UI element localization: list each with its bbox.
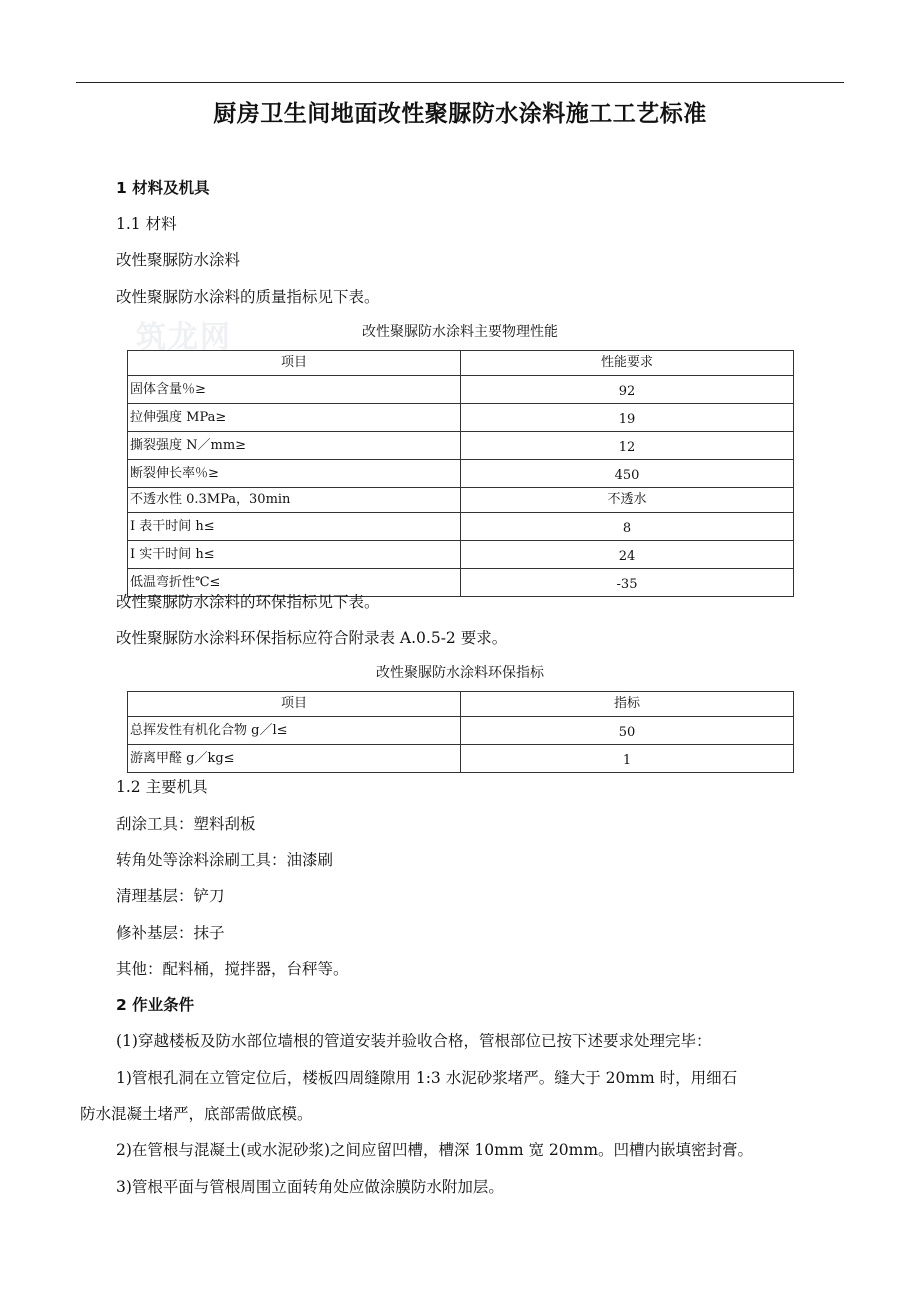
environmental-index-table: [127, 691, 794, 773]
table-cell: I 表干时间 h≤: [128, 513, 461, 541]
table-cell: 12: [461, 432, 794, 460]
condition-item: 2)在管根与混凝土(或水泥砂浆)之间应留凹槽，槽深 10mm 宽 20mm。凹槽内嵌填密封膏。: [116, 1141, 754, 1159]
tool-item: 修补基层：抹子: [116, 924, 225, 942]
condition-item: 1)管根孔洞在立管定位后，楼板四周缝隙用 1:3 水泥砂浆堵严。缝大于 20mm 时，用细石: [116, 1069, 738, 1087]
table-row: [128, 376, 794, 404]
table-cell: 450: [461, 460, 794, 488]
env-standard: 改性聚脲防水涂料环保指标应符合附录表 A.0.5-2 要求。: [116, 629, 508, 647]
table-cell: 拉伸强度 MPa≥: [128, 404, 461, 432]
table-row: [128, 404, 794, 432]
table-row: [128, 541, 794, 569]
table-cell: 不透水: [461, 488, 794, 513]
material-name: 改性聚脲防水涂料: [116, 251, 241, 269]
table-cell: 撕裂强度 N／mm≥: [128, 432, 461, 460]
section-2-heading: 2 作业条件: [116, 996, 195, 1014]
tool-item: 刮涂工具：塑料刮板: [116, 815, 256, 833]
quality-intro: 改性聚脲防水涂料的质量指标见下表。: [116, 288, 380, 306]
tool-item: 其他：配料桶，搅拌器，台秤等。: [116, 960, 349, 978]
table-row: [128, 513, 794, 541]
condition-item: (1)穿越楼板及防水部位墙根的管道安装并验收合格，管根部位已按下述要求处理完毕：: [116, 1032, 712, 1050]
table2-caption: 改性聚脲防水涂料环保指标: [376, 665, 544, 681]
table-cell: 固体含量％≥: [128, 376, 461, 404]
table-cell: 总挥发性有机化合物 g／l≤: [128, 717, 461, 745]
table-row: [128, 717, 794, 745]
table-cell: 24: [461, 541, 794, 569]
table1-caption: 改性聚脲防水涂料主要物理性能: [362, 324, 558, 340]
header-rule: [76, 82, 844, 83]
table-cell: 50: [461, 717, 794, 745]
table-header-cell: 性能要求: [461, 351, 794, 376]
table-cell: -35: [461, 569, 794, 597]
section-1-1-heading: 1.1 材料: [116, 215, 177, 233]
section-1-heading: 1 材料及机具: [116, 179, 210, 197]
table-header-cell: 项目: [128, 692, 461, 717]
table-row: [128, 432, 794, 460]
table-cell: 1: [461, 745, 794, 773]
table-cell: 8: [461, 513, 794, 541]
table-row: [128, 745, 794, 773]
condition-item: 3)管根平面与管根周围立面转角处应做涂膜防水附加层。: [116, 1178, 504, 1196]
table-row: [128, 488, 794, 513]
watermark: 筑龙网: [136, 320, 232, 355]
env-intro: 改性聚脲防水涂料的环保指标见下表。: [116, 593, 380, 611]
tool-item: 转角处等涂料涂刷工具：油漆刷: [116, 851, 334, 869]
table-cell: 低温弯折性℃≤: [128, 569, 461, 597]
table-header-cell: 指标: [461, 692, 794, 717]
table-header-cell: 项目: [128, 351, 461, 376]
table-cell: 断裂伸长率％≥: [128, 460, 461, 488]
table-cell: 游离甲醛 g／kg≤: [128, 745, 461, 773]
table-cell: 92: [461, 376, 794, 404]
page-title: 厨房卫生间地面改性聚脲防水涂料施工工艺标准: [213, 101, 707, 127]
table-cell: 不透水性 0.3MPa，30min: [128, 488, 461, 513]
table-cell: I 实干时间 h≤: [128, 541, 461, 569]
tool-item: 清理基层：铲刀: [116, 887, 225, 905]
section-1-2-heading: 1.2 主要机具: [116, 778, 208, 796]
physical-properties-table: [127, 350, 794, 597]
table-header-row: [128, 351, 794, 376]
table-row: [128, 460, 794, 488]
table-header-row: [128, 692, 794, 717]
table-cell: 19: [461, 404, 794, 432]
condition-item-continued: 防水混凝土堵严，底部需做底模。: [80, 1105, 313, 1123]
